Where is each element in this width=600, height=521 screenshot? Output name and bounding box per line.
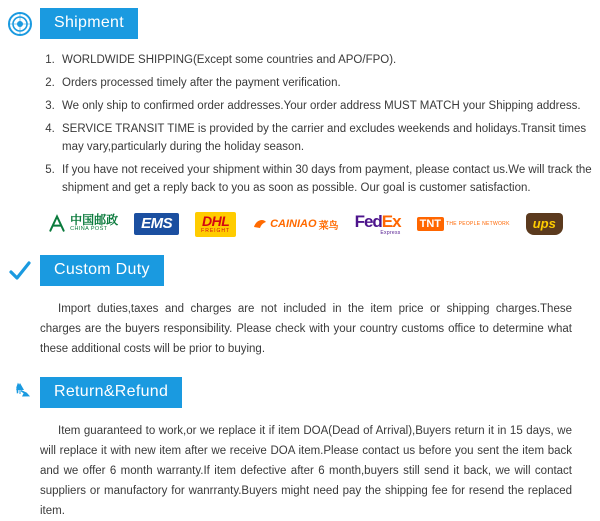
fedex-label-fed: Fed (354, 211, 382, 231)
section-return-refund (0, 359, 600, 521)
fedex-sublabel: Express (380, 229, 401, 236)
return-refund-header (0, 377, 600, 408)
return-refund-title: Return&Refund (40, 377, 182, 408)
ems-label: EMS (134, 213, 179, 235)
cainiao-label-en: CAINIAO (270, 218, 317, 230)
fedex-label-ex: Ex (381, 211, 401, 231)
cainiao-bird-icon (252, 216, 268, 232)
carrier-china-post-logo (47, 209, 118, 239)
tnt-sublabel: THE PEOPLE NETWORK (445, 221, 510, 227)
custom-duty-title: Custom Duty (40, 255, 164, 286)
china-post-label-en: CHINA POST (70, 226, 108, 232)
tnt-label: TNT (417, 217, 444, 231)
check-mark-icon (0, 255, 40, 286)
custom-duty-header (0, 255, 600, 286)
section-custom-duty (0, 239, 600, 359)
carrier-fedex-logo (355, 209, 401, 239)
carrier-tnt-logo (417, 209, 510, 239)
carrier-ems-logo (134, 209, 179, 239)
carrier-logo-strip (0, 209, 600, 239)
custom-duty-paragraph: Import duties,taxes and charges are not included in the item price or shipping charges.These charges are the buyers responsibility. Please check with your country customs office to determine what these additional costs will be prior to buying. (40, 303, 572, 355)
target-globe-icon (0, 8, 40, 39)
section-shipment (0, 0, 600, 239)
shipment-terms-list (0, 51, 600, 197)
list-item: 5. If you have not received your shipment within 30 days from payment, please contact us.We will track the shipment and get a reply back to you as soon as possible. Our goal is customer satisfaction. (58, 161, 600, 197)
shipment-title: Shipment (40, 8, 138, 39)
dhl-sublabel: FREIGHT (201, 227, 231, 234)
list-item: 4. SERVICE TRANSIT TIME is provided by the carrier and excludes weekends and holidays.Transit times may vary,particularly during the holiday season. (58, 120, 600, 156)
return-refund-paragraph: Item guaranteed to work,or we replace it if item DOA(Dead of Arrival),Buyers return it in 15 days, we will replace it with new item after we receive DOA item.Please contact us before you sent the item back and we offer 6 month warranty.If item defective after 6 month,buyers still send it back, we will contact suppliers or manufactory for wanrranty.Buyers might need pay the shipping fee for resend the replaced item. (40, 425, 572, 517)
dhl-label: DHL (201, 212, 230, 229)
carrier-dhl-logo (195, 209, 236, 239)
list-item: 1. WORLDWIDE SHIPPING(Except some countries and APO/FPO). (58, 51, 600, 69)
china-post-mark-icon (47, 214, 67, 234)
list-item: 3. We only ship to confirmed order addresses.Your order address MUST MATCH your Shipping address. (58, 97, 600, 115)
china-post-label-zh: 中国邮政 (70, 213, 119, 227)
carrier-ups-logo (526, 209, 563, 239)
carrier-cainiao-logo (252, 209, 338, 239)
list-item: 2. Orders processed timely after the payment verification. (58, 74, 600, 92)
ups-label: ups (526, 213, 563, 235)
cainiao-label-zh: 菜鸟 (318, 220, 339, 232)
shipment-header (0, 8, 600, 39)
recycle-icon (0, 377, 40, 408)
